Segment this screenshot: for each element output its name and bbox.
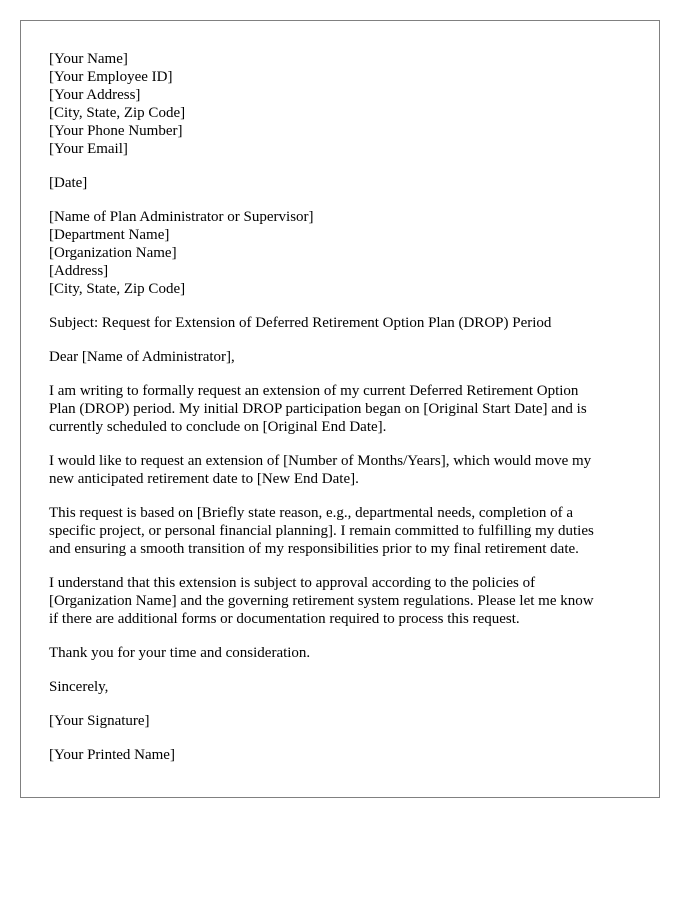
sender-employee-id: [Your Employee ID] bbox=[49, 69, 173, 85]
body-paragraph-2 bbox=[49, 452, 639, 488]
body-paragraph-4 bbox=[49, 574, 639, 628]
closing-line bbox=[49, 678, 639, 696]
signature-text: [Your Signature] bbox=[49, 713, 150, 729]
recipient-name-title: [Name of Plan Administrator or Supervisor] bbox=[49, 209, 314, 225]
paragraph-line: [Organization Name] and the governing retirement system regulations. Please let me know bbox=[49, 593, 594, 609]
closing-text: Sincerely, bbox=[49, 679, 109, 695]
sender-name: [Your Name] bbox=[49, 51, 128, 67]
recipient-block bbox=[49, 208, 639, 298]
salutation-line bbox=[49, 348, 639, 366]
recipient-organization: [Organization Name] bbox=[49, 245, 177, 261]
paragraph-line: I am writing to formally request an extension of my current Deferred Retirement Option bbox=[49, 383, 579, 399]
paragraph-line: I would like to request an extension of [Number of Months/Years], which would move my bbox=[49, 453, 592, 469]
sender-address: [Your Address] bbox=[49, 87, 141, 103]
paragraph-line: Thank you for your time and consideration. bbox=[49, 645, 311, 661]
body-paragraph-3 bbox=[49, 504, 639, 558]
printed-name-line bbox=[49, 746, 639, 764]
paragraph-line: and ensuring a smooth transition of my responsibilities prior to my final retirement date. bbox=[49, 541, 579, 557]
sender-email: [Your Email] bbox=[49, 141, 128, 157]
paragraph-line: new anticipated retirement date to [New End Date]. bbox=[49, 471, 359, 487]
body-paragraph-5 bbox=[49, 644, 639, 662]
paragraph-line: specific project, or personal financial planning]. I remain committed to fulfilling my duties bbox=[49, 523, 594, 539]
date-block bbox=[49, 174, 639, 192]
subject-line bbox=[49, 314, 639, 332]
recipient-department: [Department Name] bbox=[49, 227, 170, 243]
sender-city-state-zip: [City, State, Zip Code] bbox=[49, 105, 186, 121]
letter-content bbox=[49, 50, 639, 764]
recipient-city-state-zip: [City, State, Zip Code] bbox=[49, 281, 186, 297]
printed-name-text: [Your Printed Name] bbox=[49, 747, 175, 763]
recipient-address: [Address] bbox=[49, 263, 109, 279]
sender-phone: [Your Phone Number] bbox=[49, 123, 183, 139]
subject-text: Subject: Request for Extension of Deferred Retirement Option Plan (DROP) Period bbox=[49, 315, 552, 331]
letter-page bbox=[20, 20, 660, 798]
paragraph-line: Plan (DROP) period. My initial DROP participation began on [Original Start Date] and is bbox=[49, 401, 587, 417]
salutation-text: Dear [Name of Administrator], bbox=[49, 349, 235, 365]
paragraph-line: I understand that this extension is subject to approval according to the policies of bbox=[49, 575, 536, 591]
signature-line bbox=[49, 712, 639, 730]
paragraph-line: This request is based on [Briefly state reason, e.g., departmental needs, completion of a bbox=[49, 505, 574, 521]
paragraph-line: if there are additional forms or documentation required to process this request. bbox=[49, 611, 520, 627]
letter-date: [Date] bbox=[49, 175, 88, 191]
body-paragraph-1 bbox=[49, 382, 639, 436]
sender-block bbox=[49, 50, 639, 158]
paragraph-line: currently scheduled to conclude on [Original End Date]. bbox=[49, 419, 387, 435]
